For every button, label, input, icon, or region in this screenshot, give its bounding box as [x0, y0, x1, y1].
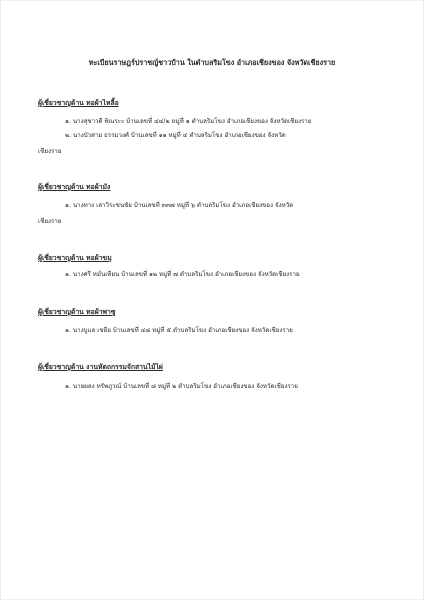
entry-line: ๑. นางสุชาวดี พิณระะ บ้านเลขที่ ๔๔/๒ หมู่ที่ ๑ ตำบลริมโขง อำเภอเชียงของ จังหวัดเชียงราย	[65, 118, 312, 125]
entry-line: ๑. นางศรี หมั่นเทียน บ้านเลขที่ ๑๒ หมู่ที่ ๗ ตำบลริมโขง อำเภอเชียงของ จังหวัดเชียงราย	[65, 271, 300, 278]
entry-continuation: เชียงราย	[38, 148, 62, 155]
entry-line: ๑. นายผลง ทรัพภูวณ์ บ้านเลขที่ ๘ หมู่ที่ ๒ ตำบลริมโขง อำเภอเชียงของ จังหวัดเชียงราย	[65, 383, 298, 390]
section-heading-bamboo-handicraft: ผู้เชี่ยวชาญด้าน งานหัตถกรรมจักสานไม้ไผ่	[38, 363, 163, 371]
section-heading-pasu-weaving: ผู้เชี่ยวชาญด้าน ทอผ้าพาซู	[38, 308, 116, 316]
section-heading-hmong-weaving: ผู้เชี่ยวชาญด้าน ทอผ้ามัง	[38, 183, 111, 191]
entry-line: ๒. นางบัวสาย ธรรมวงศ์ บ้านเลขที่ ๑๑ หมู่ที่ ๔ ตำบลริมโขง อำเภอเชียงของ จังหวัด	[65, 132, 286, 139]
entry-line: ๑. นางบูแล เชยีอ บ้านเลขที่ ๔๘ หมู่ที่ ๕ ตำบลริมโขง อำเภอเชียงของ จังหวัดเชียงราย	[65, 327, 293, 334]
document-title: ทะเบียนราษฎร์ปราชญ์ชาวบ้าน ในตำบลริมโขง อำเภอเชียงของ จังหวัดเชียงราย	[88, 58, 336, 67]
entry-continuation: เชียงราย	[38, 218, 62, 225]
section-heading-silk-weaving: ผู้เชี่ยวชาญด้าน ทอผ้าไหลี้อ	[38, 99, 119, 107]
section-heading-khmu-weaving: ผู้เชี่ยวชาญด้าน ทอผ้าขมุ	[38, 254, 112, 262]
entry-line: ๑. นางทาง เล่าวิระชนชัย บ้านเลขที่ ๓๓๗ หมู่ที่ ๖ ตำบลริมโขง อำเภอเชียงของ จังหวัด	[65, 202, 294, 209]
